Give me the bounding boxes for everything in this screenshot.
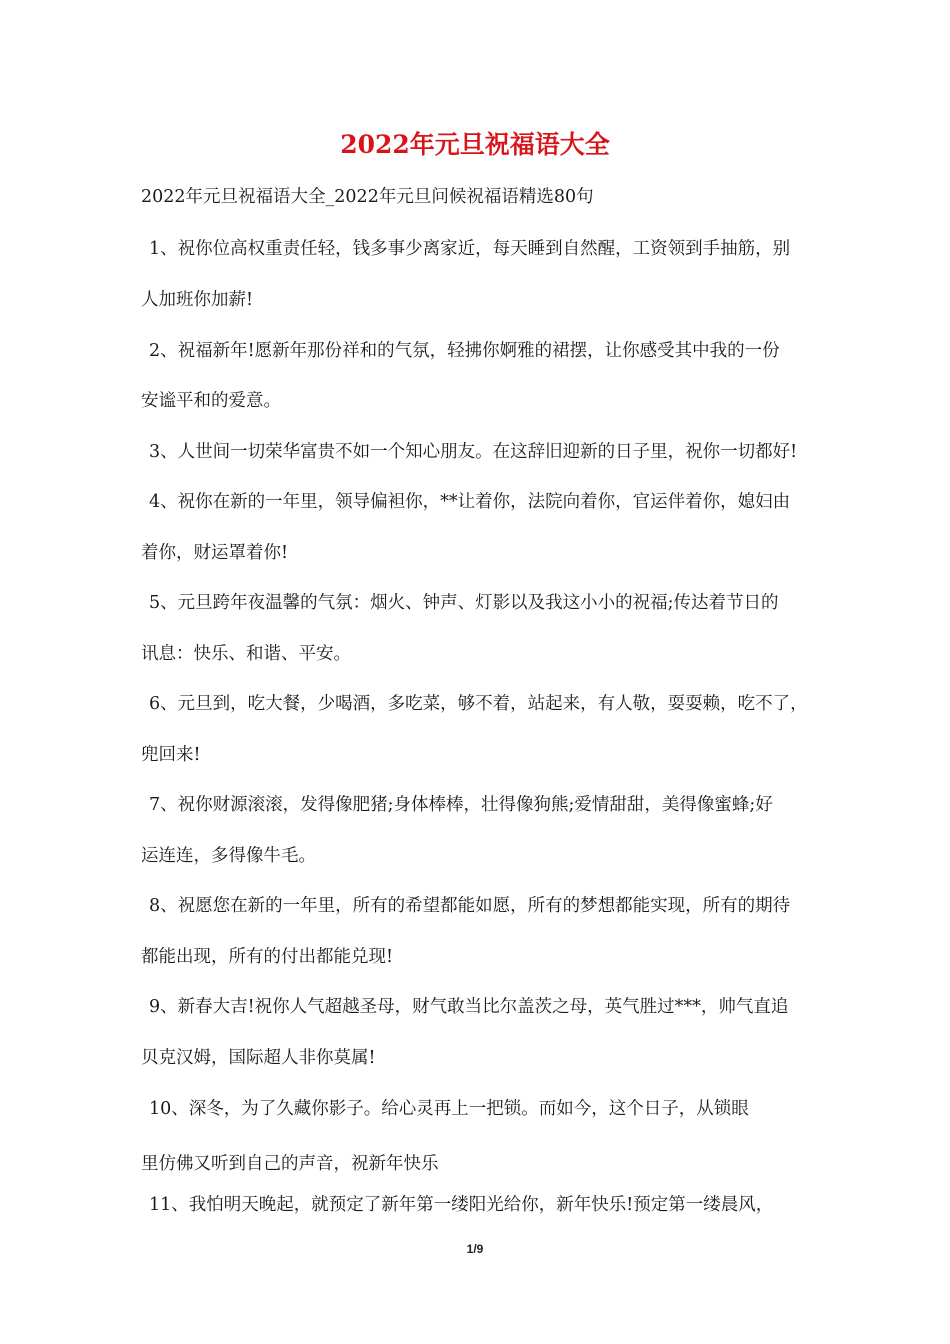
text-line: 11、我怕明天晚起，就预定了新年第一缕阳光给你，新年快乐!预定第一缕晨风， xyxy=(149,1195,774,1215)
text-line: 运连连，多得像牛毛。 xyxy=(141,846,316,866)
document-subtitle: 2022年元旦祝福语大全_2022年元旦问候祝福语精选80句 xyxy=(141,187,594,207)
text-line: 3、人世间一切荣华富贵不如一个知心朋友。在这辞旧迎新的日子里，祝你一切都好! xyxy=(149,442,798,462)
text-line: 10、深冬，为了久藏你影子。给心灵再上一把锁。而如今，这个日子，从锁眼 xyxy=(149,1099,749,1119)
text-line: 贝克汉姆，国际超人非你莫属! xyxy=(141,1048,376,1068)
text-line: 6、元旦到，吃大餐，少喝酒，多吃菜，够不着，站起来，有人敬，耍耍赖，吃不了， xyxy=(149,694,808,714)
page-number: 1/9 xyxy=(466,1242,484,1256)
text-line: 4、祝你在新的一年里，领导偏袒你，**让着你，法院向着你，官运伴着你，媳妇由 xyxy=(149,492,791,512)
text-line: 1、祝你位高权重责任轻，钱多事少离家近，每天睡到自然醒，工资领到手抽筋，别 xyxy=(149,239,791,259)
text-line: 人加班你加薪! xyxy=(141,290,254,310)
text-line: 安谧平和的爱意。 xyxy=(141,391,281,411)
text-line: 兜回来! xyxy=(141,745,201,765)
text-line: 9、新春大吉!祝你人气超越圣母，财气敢当比尔盖茨之母，英气胜过***，帅气直追 xyxy=(149,997,789,1017)
text-line: 8、祝愿您在新的一年里，所有的希望都能如愿，所有的梦想都能实现，所有的期待 xyxy=(149,896,791,916)
text-line: 都能出现，所有的付出都能兑现! xyxy=(141,947,394,967)
text-line: 2、祝福新年!愿新年那份祥和的气氛，轻拂你婀雅的裙摆，让你感受其中我的一份 xyxy=(149,341,780,361)
text-line: 里仿佛又听到自己的声音，祝新年快乐 xyxy=(141,1154,439,1174)
text-line: 5、元旦跨年夜温馨的气氛：烟火、钟声、灯影以及我这小小的祝福;传达着节日的 xyxy=(149,593,779,613)
text-line: 7、祝你财源滚滚，发得像肥猪;身体棒棒，壮得像狗熊;爱情甜甜，美得像蜜蜂;好 xyxy=(149,795,773,815)
text-line: 着你，财运罩着你! xyxy=(141,543,289,563)
document-title: 2022年元旦祝福语大全 xyxy=(340,130,610,159)
text-line: 讯息：快乐、和谐、平安。 xyxy=(141,644,351,664)
